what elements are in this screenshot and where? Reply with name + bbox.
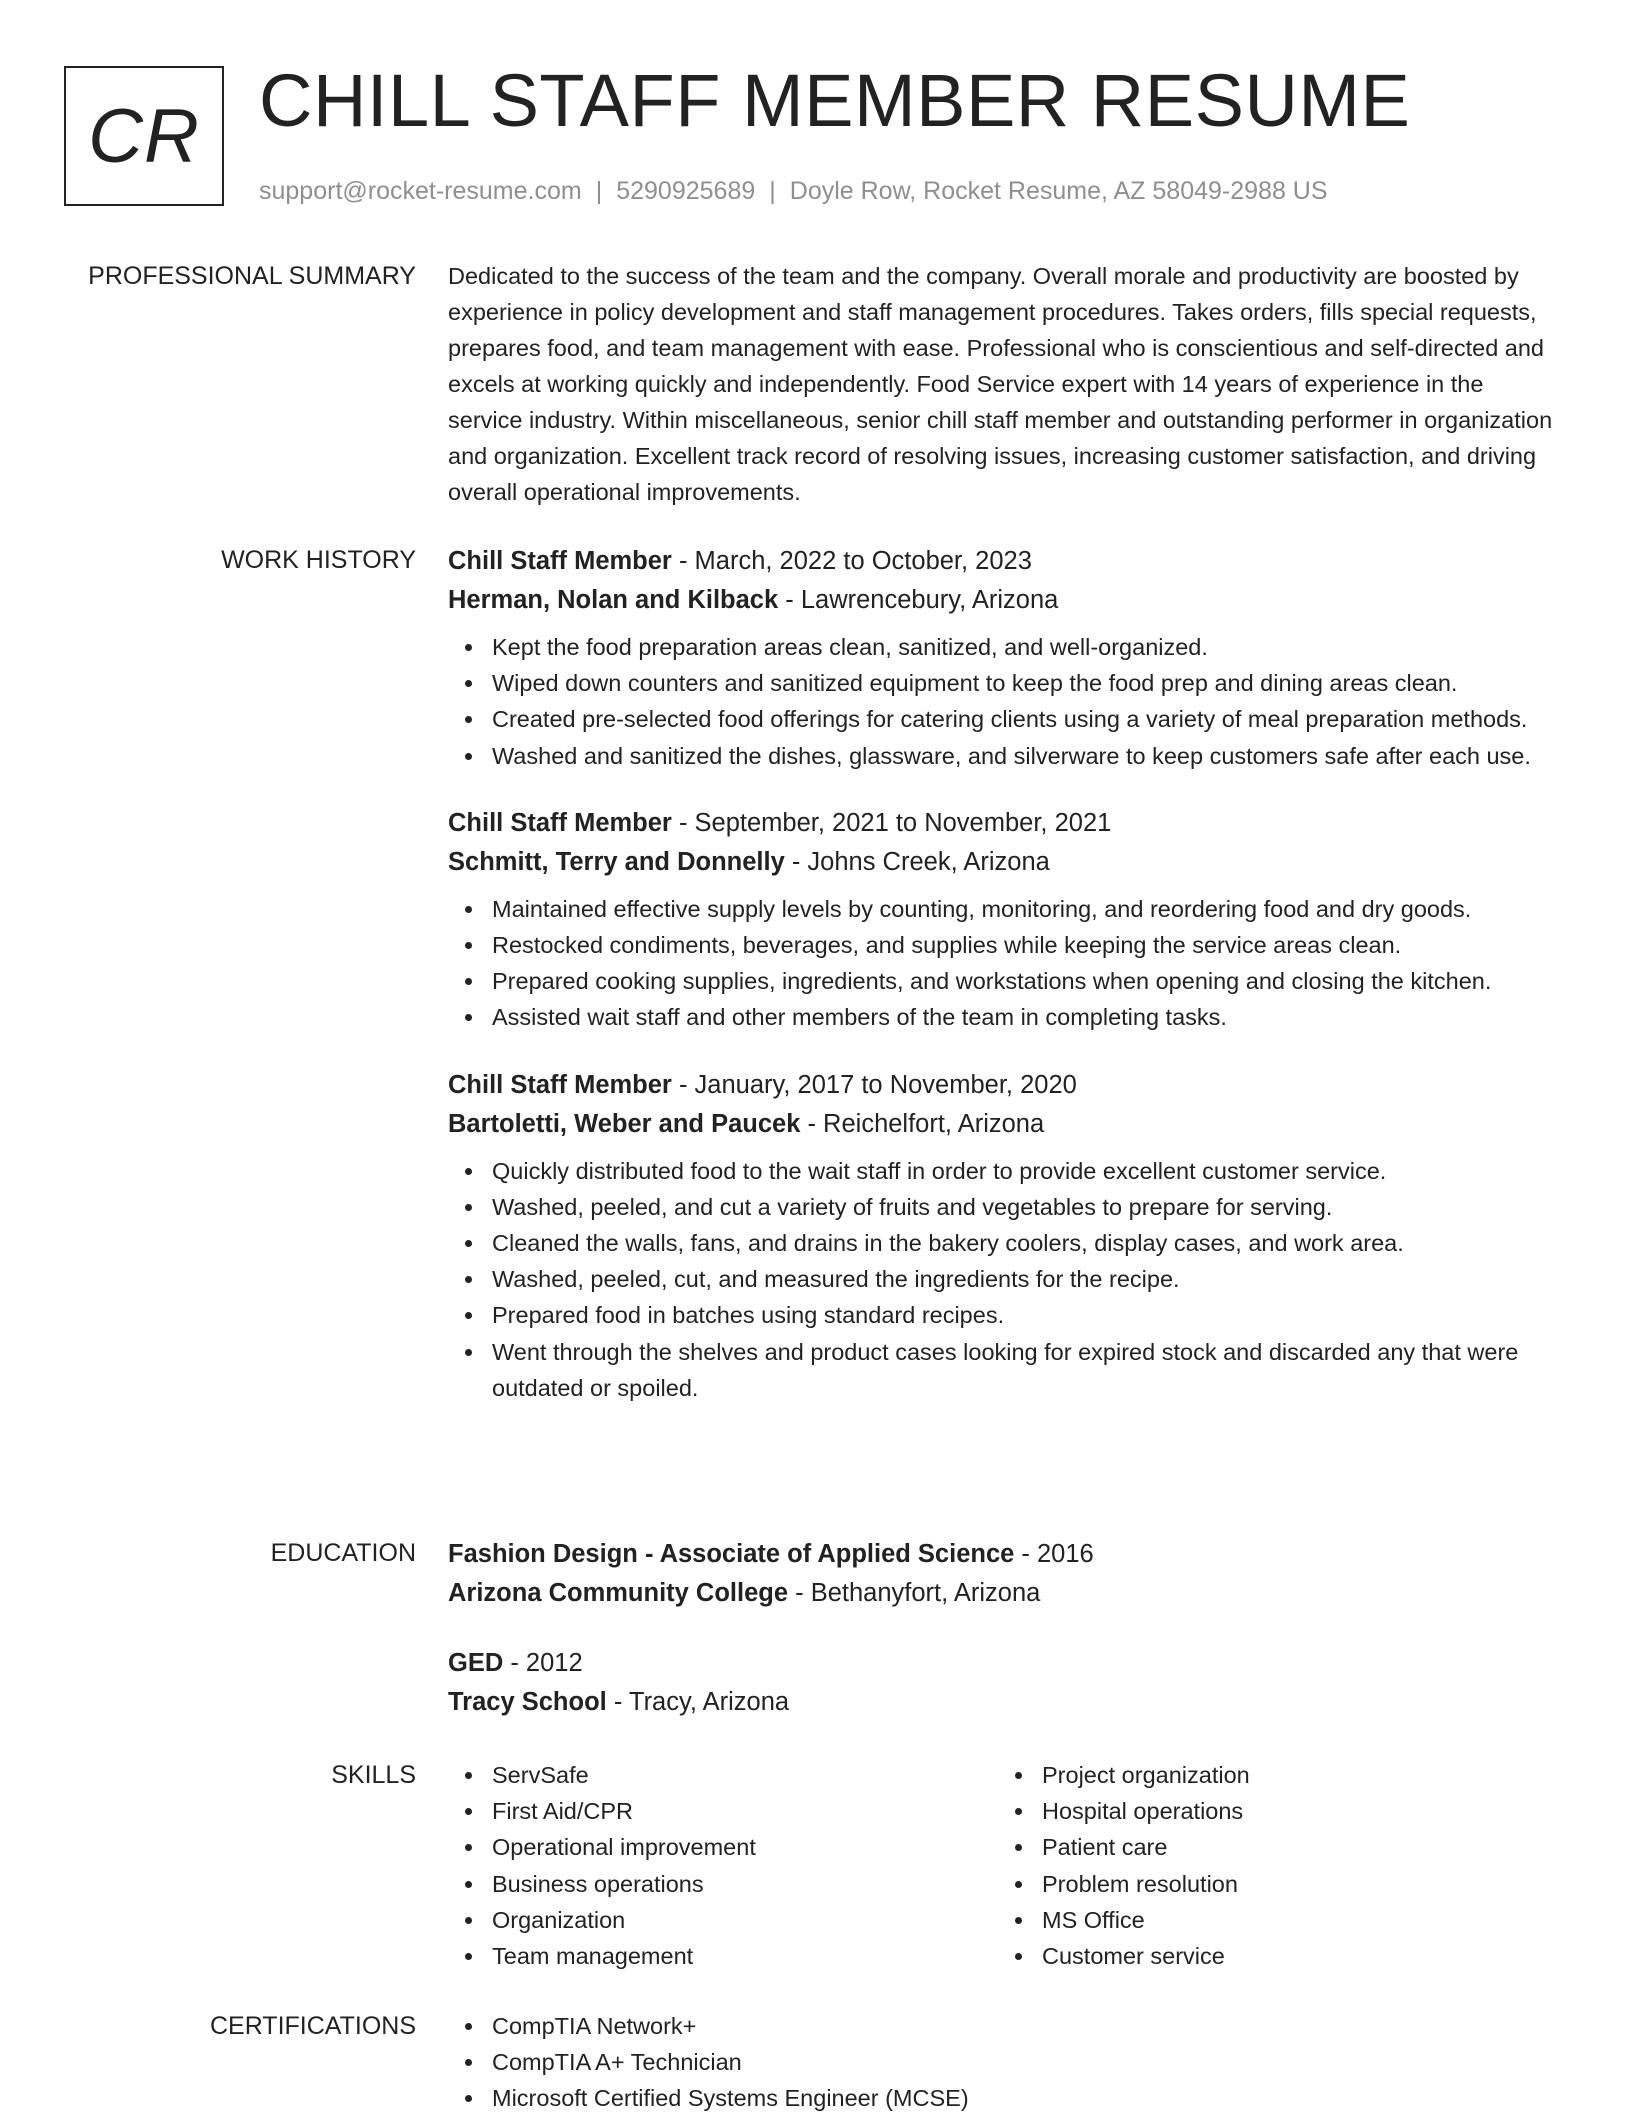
- certifications-body: [448, 2008, 1558, 2117]
- section-label-summary: PROFESSIONAL SUMMARY: [88, 262, 416, 290]
- education-year: - 2012: [503, 1649, 583, 1677]
- resume-title: CHILL STAFF MEMBER RESUME: [259, 59, 1411, 142]
- summary-body: [448, 258, 1558, 510]
- section-label-education: EDUCATION: [270, 1539, 416, 1567]
- job-entry: [448, 804, 1558, 1036]
- skill-item: Organization: [492, 1902, 998, 1938]
- education-entry: [448, 1535, 1558, 1613]
- summary-text: Dedicated to the success of the team and the company. Overall morale and productivity are boosted by experience in policy development and staff management procedures. Takes orders, fills special requests, prepares food, and team management with ease. Professional who is conscientious and self-directed and excels at working quickly and independently. Food Service expert with 14 years of experience in the service industry. Within miscellaneous, senior chill staff member and outstanding performer in organization and organization. Excellent track record of resolving issues, increasing customer satisfaction, and driving overall operational improvements.: [448, 263, 1553, 505]
- job-bullet: Quickly distributed food to the wait staff in order to provide excellent customer service.: [492, 1153, 1558, 1189]
- job-location: - Johns Creek, Arizona: [784, 847, 1050, 876]
- job-company: Bartoletti, Weber and Paucek: [448, 1109, 801, 1138]
- certification-item: CompTIA Network+: [492, 2008, 1558, 2044]
- job-bullet: Maintained effective supply levels by counting, monitoring, and reordering food and dry goods.: [492, 891, 1558, 927]
- skill-item: Patient care: [1042, 1829, 1548, 1865]
- job-bullet: Wiped down counters and sanitized equipment to keep the food prep and dining areas clean.: [492, 665, 1558, 701]
- education-degree: GED: [448, 1649, 504, 1677]
- skill-item: Hospital operations: [1042, 1793, 1548, 1829]
- education-school: Arizona Community College: [448, 1579, 789, 1607]
- contact-separator: |: [595, 177, 603, 205]
- job-bullet: Created pre-selected food offerings for catering clients using a variety of meal preparation methods.: [492, 701, 1558, 737]
- job-title-line: [448, 1066, 1558, 1105]
- job-company-line: [448, 1105, 1558, 1144]
- job-title-line: [448, 804, 1558, 843]
- education-body: [448, 1535, 1558, 1753]
- job-bullet: Cleaned the walls, fans, and drains in the bakery coolers, display cases, and work area.: [492, 1225, 1558, 1261]
- contact-address: Doyle Row, Rocket Resume, AZ 58049-2988 US: [789, 177, 1328, 205]
- job-title-line: [448, 542, 1558, 581]
- job-bullet-list: [448, 891, 1558, 1036]
- skills-list-right: [998, 1757, 1548, 1974]
- job-bullet: Prepared food in batches using standard recipes.: [492, 1297, 1558, 1333]
- certification-item: CompTIA A+ Technician: [492, 2044, 1558, 2080]
- job-bullet-list: [448, 629, 1558, 774]
- skill-item: First Aid/CPR: [492, 1793, 998, 1829]
- job-company-line: [448, 843, 1558, 882]
- job-bullet: Washed, peeled, and cut a variety of fruits and vegetables to prepare for serving.: [492, 1189, 1558, 1225]
- job-entry: [448, 1066, 1558, 1406]
- education-school-line: [448, 1683, 1558, 1722]
- education-year: - 2016: [1014, 1540, 1094, 1568]
- education-school: Tracy School: [448, 1688, 607, 1716]
- job-company: Schmitt, Terry and Donnelly: [448, 847, 785, 876]
- skill-item: Project organization: [1042, 1757, 1548, 1793]
- job-bullet: Restocked condiments, beverages, and supplies while keeping the service areas clean.: [492, 927, 1558, 963]
- section-label-certifications: CERTIFICATIONS: [209, 2012, 416, 2040]
- monogram-logo: CR: [64, 66, 224, 206]
- job-company: Herman, Nolan and Kilback: [448, 586, 779, 614]
- job-bullet: Went through the shelves and product cases looking for expired stock and discarded any that were outdated or spoiled.: [492, 1334, 1558, 1406]
- skill-item: Operational improvement: [492, 1829, 998, 1865]
- skill-item: MS Office: [1042, 1902, 1548, 1938]
- section-label-skills: SKILLS: [331, 1761, 416, 1789]
- education-degree: Fashion Design - Associate of Applied Science: [448, 1540, 1015, 1568]
- job-bullet-list: [448, 1153, 1558, 1406]
- skills-list-left: [448, 1757, 998, 1974]
- certifications-list: [448, 2008, 1558, 2117]
- contact-phone: 5290925689: [616, 177, 756, 205]
- job-title: Chill Staff Member: [448, 1070, 672, 1099]
- job-entry: [448, 542, 1558, 774]
- education-degree-line: [448, 1535, 1558, 1574]
- contact-email: support@rocket-resume.com: [259, 177, 582, 205]
- skill-item: ServSafe: [492, 1757, 998, 1793]
- education-degree-line: [448, 1644, 1558, 1683]
- job-dates: - September, 2021 to November, 2021: [671, 808, 1112, 837]
- contact-line: [259, 174, 1328, 208]
- education-location: - Tracy, Arizona: [606, 1688, 790, 1716]
- job-title: Chill Staff Member: [448, 547, 672, 575]
- job-title: Chill Staff Member: [448, 808, 672, 837]
- education-school-line: [448, 1574, 1558, 1613]
- job-bullet: Washed, peeled, cut, and measured the ingredients for the recipe.: [492, 1261, 1558, 1297]
- certification-item: Microsoft Certified Systems Engineer (MCSE): [492, 2080, 1558, 2116]
- job-bullet: Washed and sanitized the dishes, glassware, and silverware to keep customers safe after each use.: [492, 738, 1558, 774]
- skill-item: Team management: [492, 1938, 998, 1974]
- job-dates: - March, 2022 to October, 2023: [671, 547, 1032, 575]
- education-entry: [448, 1644, 1558, 1722]
- job-bullet: Kept the food preparation areas clean, sanitized, and well-organized.: [492, 629, 1558, 665]
- job-location: - Lawrencebury, Arizona: [778, 586, 1059, 614]
- skill-item: Problem resolution: [1042, 1866, 1548, 1902]
- work-history-body: [448, 542, 1558, 1436]
- job-company-line: [448, 581, 1558, 620]
- section-label-work-history: WORK HISTORY: [221, 546, 416, 574]
- skills-body: [448, 1757, 1558, 1974]
- contact-separator: |: [769, 177, 776, 205]
- job-bullet: Assisted wait staff and other members of the team in completing tasks.: [492, 999, 1558, 1035]
- job-location: - Reichelfort, Arizona: [800, 1109, 1045, 1138]
- job-bullet: Prepared cooking supplies, ingredients, and workstations when opening and closing the kitchen.: [492, 963, 1558, 999]
- skill-item: Customer service: [1042, 1938, 1548, 1974]
- education-location: - Bethanyfort, Arizona: [788, 1579, 1041, 1607]
- job-dates: - January, 2017 to November, 2020: [671, 1070, 1077, 1099]
- skill-item: Business operations: [492, 1866, 998, 1902]
